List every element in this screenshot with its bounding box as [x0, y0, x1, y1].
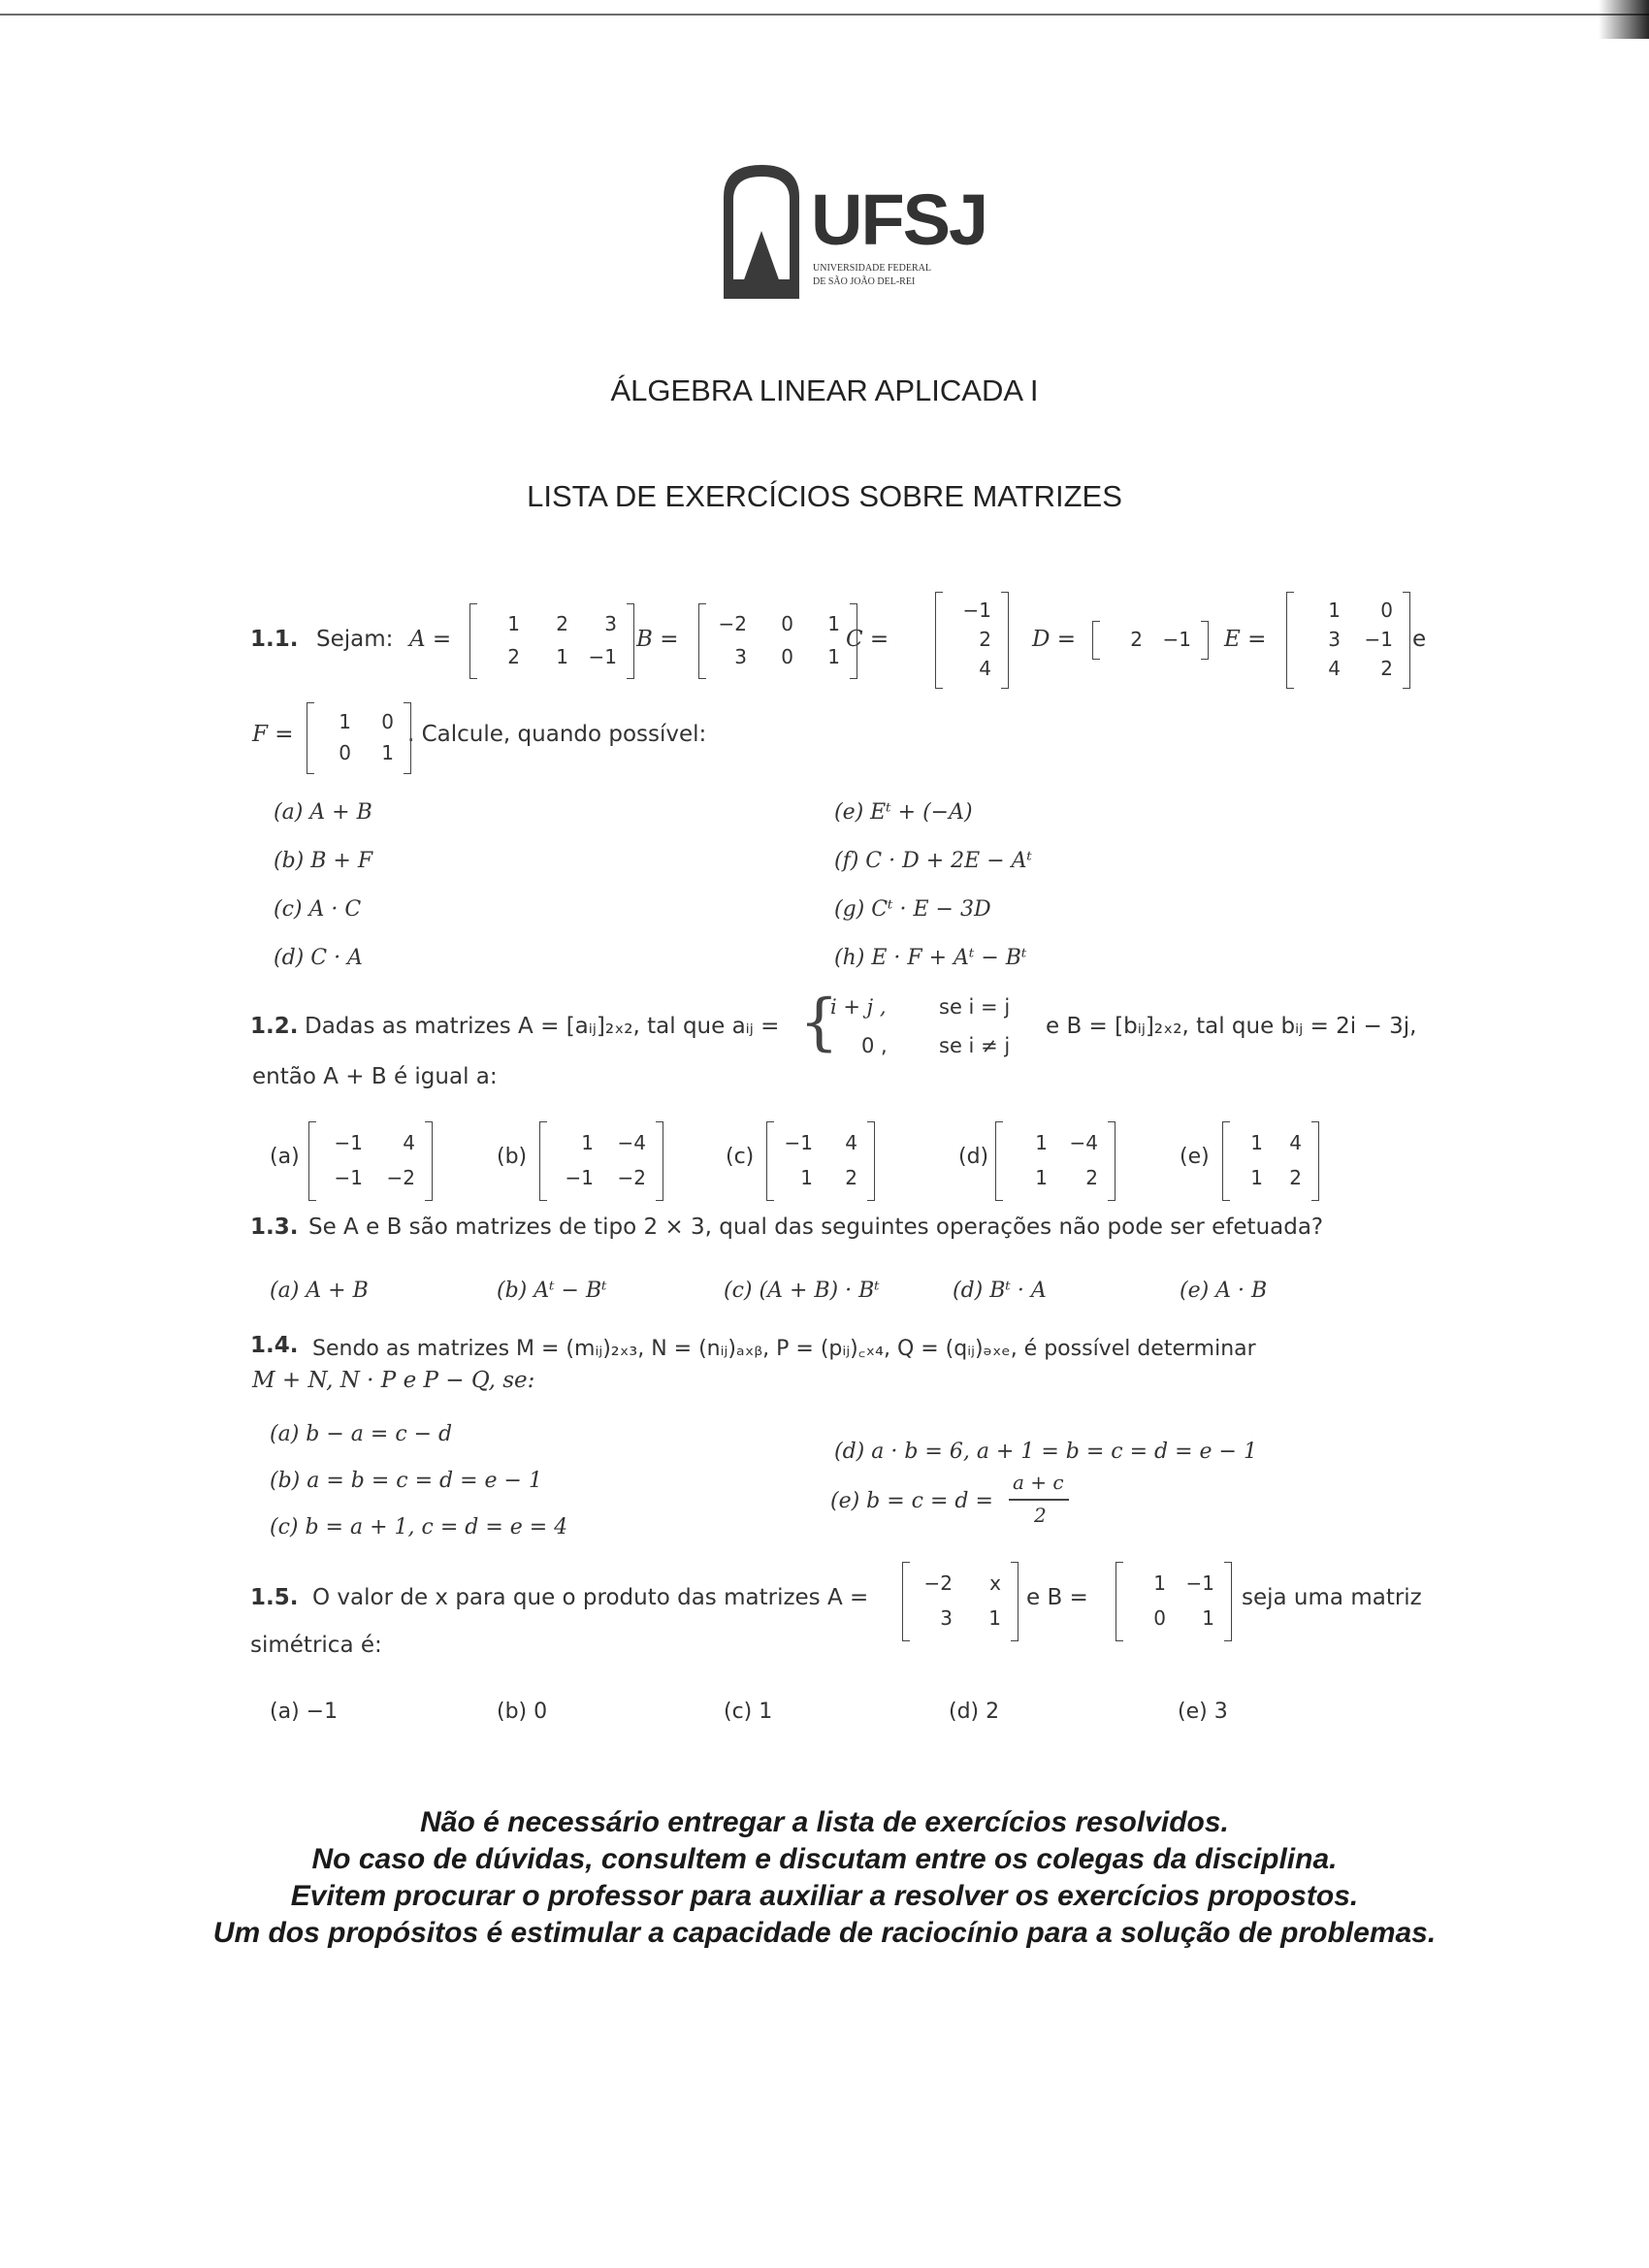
matrix-f-cell: 0 — [381, 710, 394, 733]
option-c-matrix-right-bracket — [867, 1121, 875, 1201]
matrix-b-left-bracket — [698, 603, 706, 679]
scan-corner-shadow — [1599, 0, 1649, 39]
q1-option-e: (e) Eᵗ + (−A) — [834, 800, 973, 825]
q4-option-e-denominator: 2 — [1034, 1504, 1047, 1527]
q2-text2: e B = [bᵢⱼ]₂ₓ₂, tal que bᵢⱼ = 2i − 3j, — [1046, 1014, 1417, 1039]
matrix-e-cell: 3 — [1328, 628, 1341, 651]
logo-subtitle-2: DE SÃO JOÃO DEL-REI — [813, 276, 916, 287]
matrix-a-cell: 1 — [507, 612, 520, 635]
q5-number: 1.5. — [250, 1585, 299, 1610]
q2-number: 1.2. — [250, 1014, 299, 1039]
q1-option-a: (a) A + B — [274, 800, 372, 825]
q1-and: e — [1412, 627, 1427, 652]
footer-line-1: Não é necessário entregar a lista de exercícios resolvidos. — [420, 1806, 1229, 1838]
logo-subtitle-1: UNIVERSIDADE FEDERAL — [813, 263, 931, 274]
q1-number: 1.1. — [250, 627, 299, 652]
q5-text: O valor de x para que o produto das matrizes A = — [312, 1585, 869, 1610]
matrix-a-cell: −1 — [588, 645, 617, 668]
option-a-matrix-right-bracket — [425, 1121, 433, 1201]
option-e-matrix-cell: 1 — [1250, 1131, 1263, 1154]
matrix-a — [469, 603, 634, 677]
matrix-c-right-bracket — [1001, 592, 1009, 689]
q2-brace: { — [799, 987, 839, 1058]
option-b-matrix-left-bracket — [539, 1121, 547, 1201]
q4-number: 1.4. — [250, 1333, 299, 1358]
option-d-matrix-right-bracket — [1108, 1121, 1116, 1201]
matrix-b-cell: 3 — [734, 645, 747, 668]
footer-line-2: No caso de dúvidas, consultem e discutam entre os colegas da disciplina. — [311, 1843, 1338, 1875]
q2-label-d: (d) — [958, 1145, 989, 1169]
q2-case2-cond: se i ≠ j — [939, 1034, 1011, 1057]
option-e-matrix-cell: 1 — [1250, 1166, 1263, 1189]
q1-option-b: (b) B + F — [274, 849, 373, 873]
ufsj-logo — [722, 163, 987, 299]
matrix-f-cell: 1 — [381, 741, 394, 764]
option-a-matrix-left-bracket — [308, 1121, 316, 1201]
matrix-e — [1286, 592, 1410, 687]
matrix-a-cell: 2 — [507, 645, 520, 668]
matrix-b-right-bracket — [850, 603, 857, 679]
q5-matrix-b — [1116, 1562, 1232, 1639]
matrix-e-left-bracket — [1286, 592, 1294, 689]
matrix-b — [698, 603, 857, 677]
matrix-e-right-bracket — [1403, 592, 1410, 689]
matrix-a-cell: 3 — [604, 612, 617, 635]
matrix-f — [307, 702, 411, 772]
matrix-c-cell: 4 — [979, 657, 991, 680]
matrix-a-cell: 1 — [556, 645, 568, 668]
option-a-matrix — [308, 1121, 433, 1199]
option-b-matrix-right-bracket — [656, 1121, 663, 1201]
matrix-c — [935, 592, 1009, 687]
q3-text: Se A e B são matrizes de tipo 2 × 3, qual das seguintes operações não pode ser efetuada? — [308, 1215, 1324, 1240]
option-b-matrix-cell: −1 — [565, 1166, 594, 1189]
q5-option-e: (e) 3 — [1178, 1700, 1228, 1724]
matrix-a-right-bracket — [627, 603, 634, 679]
q5-option-b: (b) 0 — [497, 1700, 548, 1724]
q5-option-c: (c) 1 — [724, 1700, 773, 1724]
ufsj-emblem-icon — [722, 163, 801, 299]
q2-text: Dadas as matrizes A = [aᵢⱼ]₂ₓ₂, tal que aᵢⱼ = — [305, 1014, 780, 1039]
q3-option-c: (c) (A + B) · Bᵗ — [724, 1279, 880, 1303]
q1-calc-text: . Calcule, quando possível: — [407, 722, 707, 747]
option-a-matrix-cell: −1 — [334, 1166, 363, 1189]
matrix-e-cell: 1 — [1328, 599, 1341, 622]
q5-matrix-a-cell: −2 — [923, 1571, 953, 1595]
q3-option-e: (e) A · B — [1180, 1279, 1268, 1303]
matrix-b-cell: −2 — [718, 612, 747, 635]
option-e-matrix — [1222, 1121, 1319, 1199]
q5-matrix-b-cell: 0 — [1153, 1606, 1166, 1630]
option-e-matrix-left-bracket — [1222, 1121, 1230, 1201]
matrix-f-left-bracket — [307, 702, 314, 774]
option-c-matrix-cell: −1 — [784, 1131, 813, 1154]
option-c-matrix-left-bracket — [766, 1121, 774, 1201]
q1-option-f: (f) C · D + 2E − Aᵗ — [834, 849, 1032, 873]
option-d-matrix-cell: 2 — [1085, 1166, 1098, 1189]
option-d-matrix-cell: −4 — [1069, 1131, 1098, 1154]
q4-option-c: (c) b = a + 1, c = d = e = 4 — [270, 1515, 568, 1539]
matrix-d-right-bracket — [1201, 621, 1209, 660]
q2-label-c: (c) — [726, 1145, 755, 1169]
option-b-matrix-cell: 1 — [581, 1131, 594, 1154]
q5-matrix-a-left-bracket — [902, 1562, 910, 1641]
q5-matrix-b-cell: 1 — [1202, 1606, 1214, 1630]
scan-edge-line — [0, 14, 1649, 16]
q1-option-g: (g) Cᵗ · E − 3D — [834, 897, 991, 922]
matrix-c-left-bracket — [935, 592, 943, 689]
matrix-d-cell: −1 — [1162, 628, 1191, 651]
q1-label-f: F = — [252, 722, 294, 747]
q2-label-a: (a) — [270, 1145, 300, 1169]
q5-option-a: (a) −1 — [270, 1700, 339, 1724]
option-e-matrix-right-bracket — [1311, 1121, 1319, 1201]
q2-case2: 0 , — [861, 1034, 888, 1057]
q3-option-a: (a) A + B — [270, 1279, 369, 1303]
option-a-matrix-cell: −1 — [334, 1131, 363, 1154]
matrix-b-cell: 1 — [827, 612, 840, 635]
q3-number: 1.3. — [250, 1215, 299, 1240]
option-d-matrix-cell: 1 — [1035, 1131, 1048, 1154]
matrix-e-cell: 4 — [1328, 657, 1341, 680]
option-c-matrix-cell: 1 — [800, 1166, 813, 1189]
q2-text3: então A + B é igual a: — [252, 1064, 498, 1089]
q5-matrix-a-cell: 3 — [940, 1606, 953, 1630]
q2-label-b: (b) — [497, 1145, 528, 1169]
matrix-d-left-bracket — [1092, 621, 1100, 660]
q4-option-e-prefix: (e) b = c = d = — [830, 1489, 993, 1513]
q5-text-mid: e B = — [1026, 1585, 1088, 1610]
matrix-a-cell: 2 — [556, 612, 568, 635]
matrix-b-cell: 0 — [781, 612, 793, 635]
q1-option-h: (h) E · F + Aᵗ − Bᵗ — [834, 946, 1027, 970]
matrix-d — [1092, 621, 1209, 658]
matrix-f-cell: 0 — [339, 741, 351, 764]
list-title: LISTA DE EXERCÍCIOS SOBRE MATRIZES — [527, 479, 1122, 513]
matrix-c-cell: 2 — [979, 628, 991, 651]
matrix-b-cell: 0 — [781, 645, 793, 668]
option-e-matrix-cell: 4 — [1289, 1131, 1302, 1154]
matrix-b-cell: 1 — [827, 645, 840, 668]
q4-option-a: (a) b − a = c − d — [270, 1422, 453, 1446]
matrix-a-left-bracket — [469, 603, 477, 679]
matrix-c-cell: −1 — [962, 599, 991, 622]
option-c-matrix-cell: 2 — [845, 1166, 857, 1189]
q3-option-d: (d) Bᵗ · A — [953, 1279, 1047, 1303]
q4-text: Sendo as matrizes M = (mᵢⱼ)₂ₓ₃, N = (nᵢⱼ)ₐₓᵦ, P = (pᵢⱼ)꜀ₓ₄, Q = (qᵢⱼ)ₔₓₑ, é possível determinar — [312, 1337, 1256, 1361]
option-c-matrix-cell: 4 — [845, 1131, 857, 1154]
matrix-e-cell: 2 — [1380, 657, 1393, 680]
q5-matrix-a-cell: 1 — [988, 1606, 1001, 1630]
q1-label-b: B = — [636, 627, 679, 652]
q4-option-e-numerator: a + c — [1013, 1471, 1064, 1494]
q1-label-e: E = — [1224, 627, 1267, 652]
footer-line-3: Evitem procurar o professor para auxiliar a resolver os exercícios propostos. — [290, 1880, 1359, 1912]
q5-matrix-a — [902, 1562, 1018, 1639]
q4-option-b: (b) a = b = c = d = e − 1 — [270, 1469, 542, 1493]
option-a-matrix-cell: −2 — [386, 1166, 415, 1189]
option-b-matrix-cell: −2 — [617, 1166, 646, 1189]
q1-option-d: (d) C · A — [274, 946, 363, 970]
footer-line-4: Um dos propósitos é estimular a capacidade de raciocínio para a solução de problemas. — [212, 1917, 1437, 1949]
option-e-matrix-cell: 2 — [1289, 1166, 1302, 1189]
option-b-matrix — [539, 1121, 663, 1199]
q3-option-b: (b) Aᵗ − Bᵗ — [497, 1279, 607, 1303]
q5-matrix-a-cell: x — [989, 1571, 1001, 1595]
q1-label-d: D = — [1032, 627, 1077, 652]
q5-matrix-a-right-bracket — [1011, 1562, 1018, 1641]
option-a-matrix-cell: 4 — [403, 1131, 415, 1154]
q5-matrix-b-right-bracket — [1224, 1562, 1232, 1641]
option-d-matrix-cell: 1 — [1035, 1166, 1048, 1189]
option-d-matrix-left-bracket — [995, 1121, 1003, 1201]
matrix-e-cell: 0 — [1380, 599, 1393, 622]
matrix-f-right-bracket — [404, 702, 411, 774]
matrix-f-cell: 1 — [339, 710, 351, 733]
option-b-matrix-cell: −4 — [617, 1131, 646, 1154]
matrix-e-cell: −1 — [1364, 628, 1393, 651]
matrix-d-cell: 2 — [1130, 628, 1143, 651]
q4-text2: M + N, N · P e P − Q, se: — [252, 1368, 535, 1393]
logo-wordmark: UFSJ — [811, 179, 987, 260]
q2-case1: i + j , — [830, 995, 887, 1019]
q5-text-end: seja uma matriz — [1242, 1585, 1422, 1610]
q1-option-c: (c) A · C — [274, 897, 362, 922]
option-c-matrix — [766, 1121, 875, 1199]
option-d-matrix — [995, 1121, 1116, 1199]
q4-option-d: (d) a · b = 6, a + 1 = b = c = d = e − 1 — [834, 1440, 1257, 1464]
q5-matrix-b-cell: 1 — [1153, 1571, 1166, 1595]
course-title: ÁLGEBRA LINEAR APLICADA I — [610, 373, 1039, 407]
q5-matrix-b-cell: −1 — [1185, 1571, 1214, 1595]
q4-option-e-fraction-bar — [1009, 1499, 1069, 1501]
q2-label-e: (e) — [1180, 1145, 1210, 1169]
q5-matrix-b-left-bracket — [1116, 1562, 1123, 1641]
q1-intro: Sejam: — [316, 627, 394, 652]
q5-option-d: (d) 2 — [949, 1700, 1000, 1724]
q1-label-a: A = — [409, 627, 452, 652]
q5-text2: simétrica é: — [250, 1633, 382, 1658]
q2-case1-cond: se i = j — [939, 995, 1011, 1019]
q1-label-c: C = — [846, 627, 889, 652]
